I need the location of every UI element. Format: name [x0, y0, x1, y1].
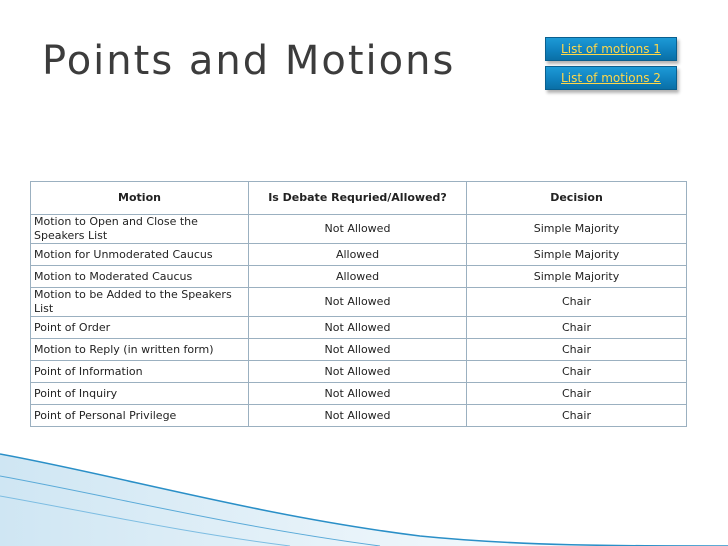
- debate-cell: Allowed: [249, 244, 467, 266]
- decision-cell: Chair: [467, 383, 687, 405]
- table-row: [31, 244, 687, 266]
- table-row: [31, 383, 687, 405]
- decision-cell: Simple Majority: [467, 266, 687, 288]
- decision-cell: Simple Majority: [467, 215, 687, 244]
- debate-cell: Not Allowed: [249, 317, 467, 339]
- header-decision: Decision: [467, 182, 687, 215]
- list-of-motions-1-link[interactable]: List of motions 1: [545, 37, 677, 61]
- table-row: [31, 339, 687, 361]
- header-motion: Motion: [31, 182, 249, 215]
- motions-table: [30, 181, 687, 427]
- motion-cell: Motion for Unmoderated Caucus: [31, 244, 249, 266]
- debate-cell: Not Allowed: [249, 383, 467, 405]
- table-row: [31, 288, 687, 317]
- decision-cell: Chair: [467, 288, 687, 317]
- debate-cell: Allowed: [249, 266, 467, 288]
- table-row: [31, 266, 687, 288]
- motion-cell: Motion to Reply (in written form): [31, 339, 249, 361]
- debate-cell: Not Allowed: [249, 288, 467, 317]
- debate-cell: Not Allowed: [249, 361, 467, 383]
- motion-cell: Motion to Moderated Caucus: [31, 266, 249, 288]
- slide-title: Points and Motions: [42, 38, 456, 84]
- table-row: [31, 317, 687, 339]
- table-row: [31, 361, 687, 383]
- motion-cell: Point of Order: [31, 317, 249, 339]
- motion-cell: Point of Information: [31, 361, 249, 383]
- decision-cell: Chair: [467, 339, 687, 361]
- decision-cell: Chair: [467, 405, 687, 427]
- decision-cell: Chair: [467, 361, 687, 383]
- debate-cell: Not Allowed: [249, 215, 467, 244]
- motion-cell: Point of Personal Privilege: [31, 405, 249, 427]
- decision-cell: Simple Majority: [467, 244, 687, 266]
- table-row: [31, 215, 687, 244]
- motion-cell: Motion to be Added to the Speakers List: [31, 288, 249, 317]
- debate-cell: Not Allowed: [249, 405, 467, 427]
- motion-cell: Point of Inquiry: [31, 383, 249, 405]
- debate-cell: Not Allowed: [249, 339, 467, 361]
- header-debate: Is Debate Requried/Allowed?: [249, 182, 467, 215]
- table-header-row: [31, 182, 687, 215]
- decision-cell: Chair: [467, 317, 687, 339]
- decorative-wave: [0, 446, 728, 546]
- table-row: [31, 405, 687, 427]
- motion-cell: Motion to Open and Close the Speakers List: [31, 215, 249, 244]
- list-of-motions-2-link[interactable]: List of motions 2: [545, 66, 677, 90]
